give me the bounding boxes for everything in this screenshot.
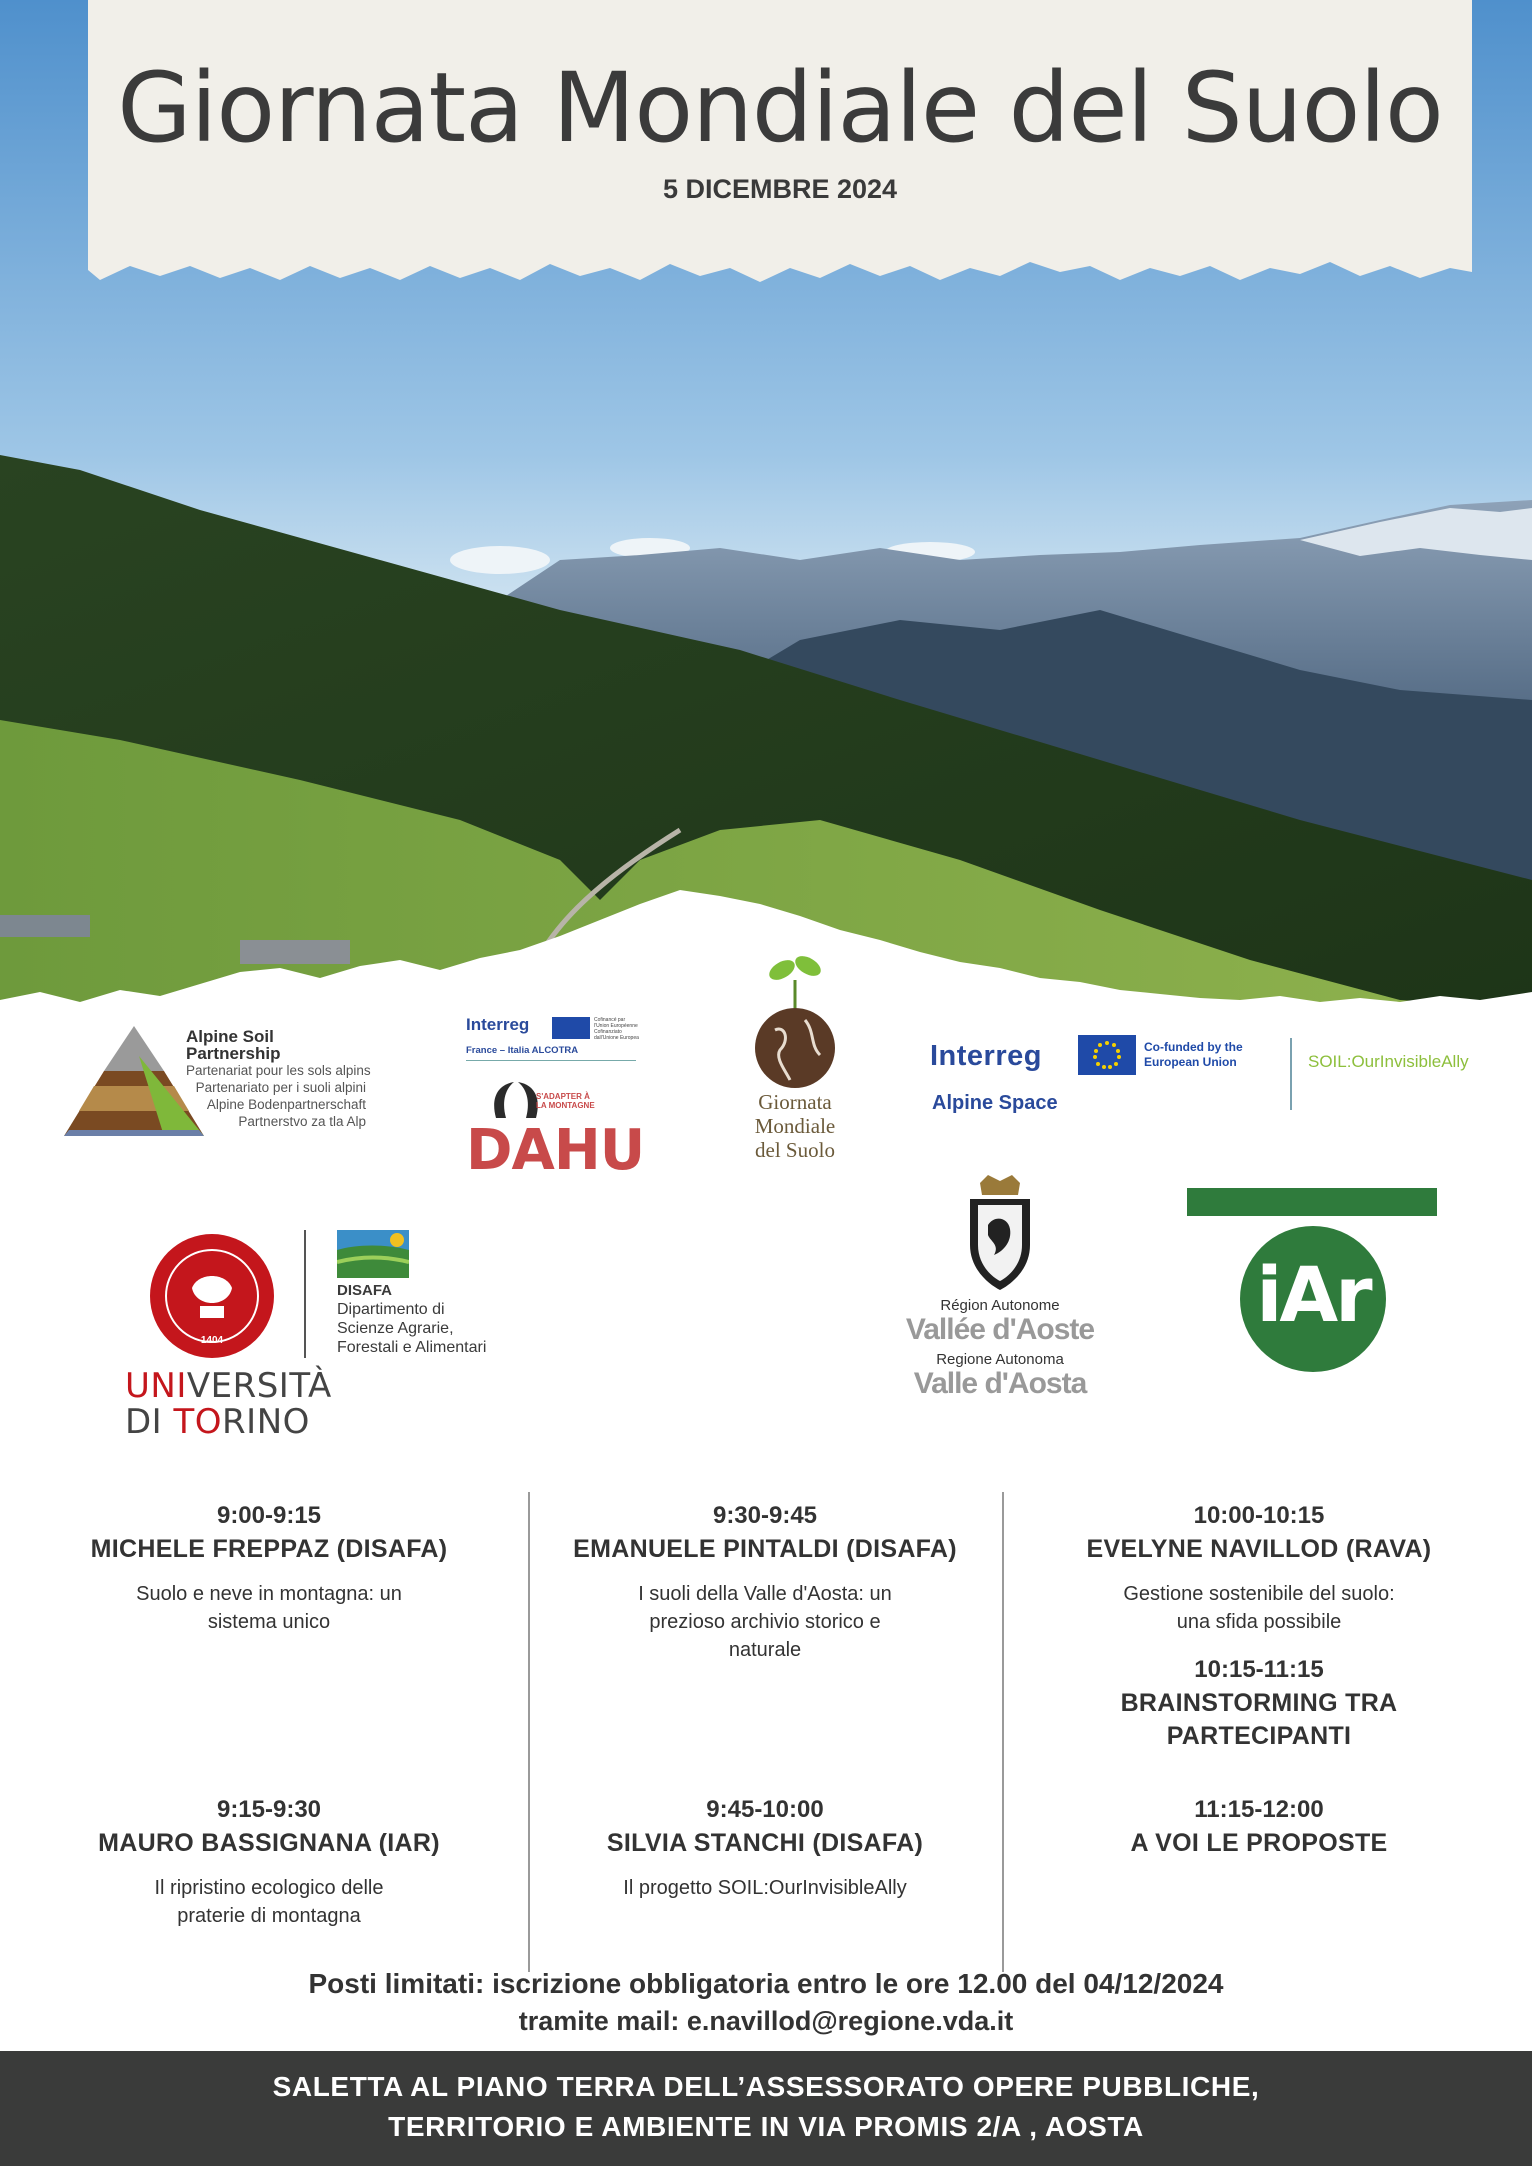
unito-wordmark: UNIVERSITÀ DI TORINO: [125, 1366, 332, 1442]
eu-flag-icon: [1078, 1035, 1136, 1075]
iar-logo: iAr: [1256, 1250, 1370, 1339]
event-date: 5 DICEMBRE 2024: [662, 174, 898, 204]
unito-seal-icon: 1404: [148, 1232, 276, 1360]
page-title: Giornata Mondiale del Suolo: [117, 52, 1443, 164]
logo-divider: [304, 1230, 306, 1358]
venue-footer: SALETTA AL PIANO TERRA DELL’ASSESSORATO OPERE PUBBLICHE, TERRITORIO E AMBIENTE IN VIA PROMIS 2/A , AOSTA: [0, 2051, 1532, 2166]
disafa-name: DISAFA: [337, 1282, 393, 1299]
disafa-description: Dipartimento di Scienze Agrarie, Forestali e Alimentari: [337, 1301, 487, 1356]
logo-divider: [1290, 1038, 1292, 1110]
giornata-mondiale-suolo-logo: Giornata Mondiale del Suolo: [730, 940, 860, 1170]
program-slot: 9:30-9:45 EMANUELE PINTALDI (DISAFA) I suoli della Valle d'Aosta: un prezioso archivio storico e naturale: [573, 1502, 957, 1661]
disafa-fields-icon: [337, 1230, 409, 1278]
registration-note: Posti limitati: iscrizione obbligatoria entro le ore 12.00 del 04/12/2024: [308, 1968, 1224, 1999]
program-slot: 10:15-11:15 BRAINSTORMING TRA PARTECIPANTI: [1120, 1656, 1398, 1750]
valle-daosta-logo: Région Autonome Vallée d'Aoste Regione Autonoma Valle d'Aosta: [900, 1175, 1100, 1405]
program-slot: 9:00-9:15 MICHELE FREPPAZ (DISAFA) Suolo e neve in montagna: un sistema unico: [90, 1502, 448, 1633]
alpine-soil-partnership-logo: [64, 1026, 204, 1136]
soil-our-invisible-ally-logo: SOIL:OurInvisibleAlly: [1308, 1052, 1469, 1071]
registration-email[interactable]: tramite mail: e.navillod@regione.vda.it: [518, 2006, 1014, 2036]
program-slot: 11:15-12:00 A VOI LE PROPOSTE: [1130, 1796, 1388, 1857]
globe-sprout-icon: [730, 940, 860, 1090]
dahu-logo: S'ADAPTER À LA MONTAGNE DAHU: [466, 1080, 596, 1172]
eu-flag-icon: [552, 1017, 590, 1039]
program-slot: 10:00-10:15 EVELYNE NAVILLOD (RAVA) Gestione sostenibile del suolo: una sfida possibile: [1086, 1502, 1432, 1633]
iar-logo-bar: [1187, 1188, 1437, 1216]
interreg-alcotra-logo: Interreg Cofinancé par l'Union Européenne Cofinanziato dall'Unione Europea France – Italia ALCOTRA: [466, 1015, 636, 1061]
lion-crest-icon: [960, 1175, 1040, 1295]
program-slot: 9:15-9:30 MAURO BASSIGNANA (IAR) Il ripristino ecologico delle praterie di montagna: [98, 1796, 440, 1927]
title-block: [88, 0, 1472, 300]
program-slot: 9:45-10:00 SILVIA STANCHI (DISAFA) Il progetto SOIL:OurInvisibleAlly: [606, 1796, 924, 1899]
alpine-soil-partnership-text: Alpine Soil Partnership Partenariat pour les sols alpins Partenariato per i suoli alpini Alpine Bodenpartnerschaft Partnerstvo za tla Alp: [186, 1027, 371, 1129]
column-divider: [1002, 1492, 1004, 1972]
